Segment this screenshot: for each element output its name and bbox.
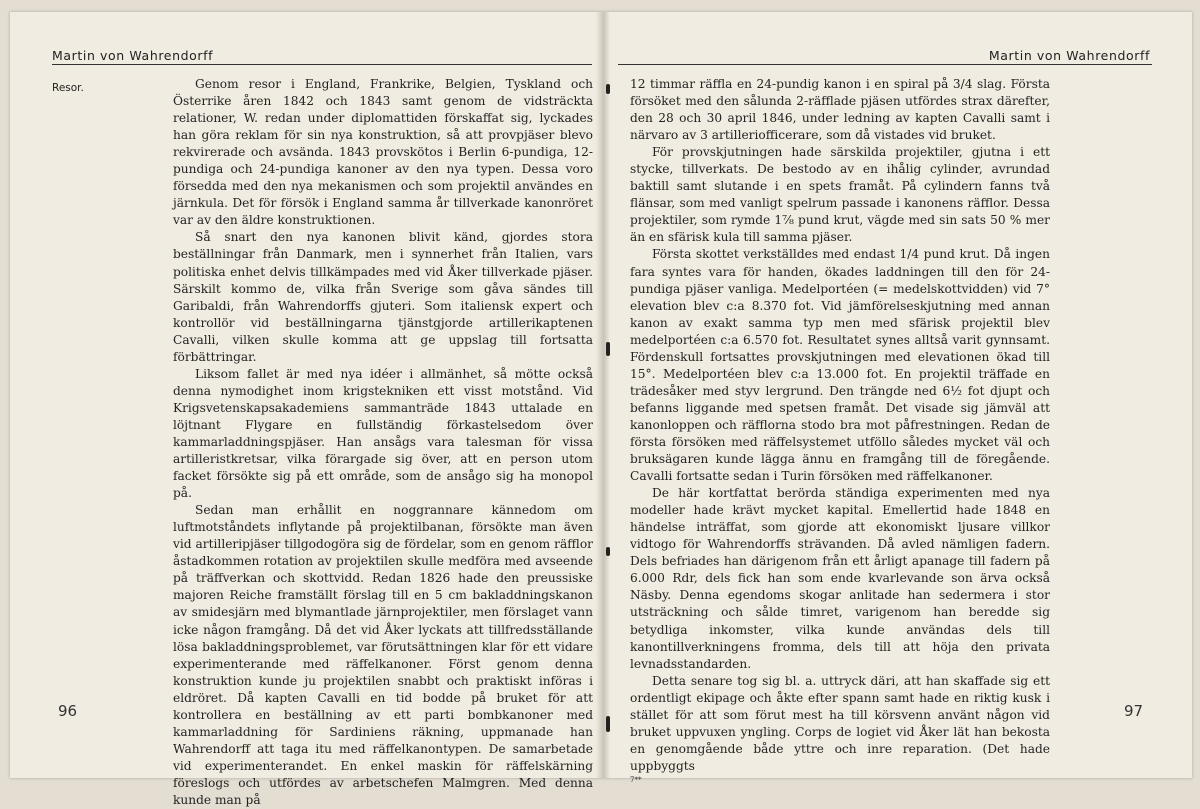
left-page — [10, 12, 604, 807]
running-head: Martin von Wahrendorff — [52, 48, 214, 63]
paragraph: Första skottet verkställdes med endast 1/4 pund krut. Då ingen fara syntes vara för handen, ökades laddningen till den för 24-pundiga pjäser vanliga. Medelportéen (= medelskottvidden) vid 7° elevation blev c:a 8.370 fot. Vid jämförelseskjutning med annan kanon av exakt samma typ men med sfärisk projektil blev medelportéen c:a 6.570 fot. Resultatet synes alltså varit gynnsamt. Fördenskull fortsattes provskjutningen med elevationen ökad till 15°. Medelportéen blev c:a 13.000 fot. En projektil träffade en trädesåker med styv lergrund. Den trängde ned 6½ fot djupt och befanns liggande med spetsen framåt. Det visade sig jämväl att kanonloppen och räfflorna stodo bra mot påfrestningen. Redan de första försöken med räffelsystemet utföllo således mycket väl och bruksägaren kunde lägga ännu en framgång till de föregående. Cavalli fortsatte sedan i Turin försöken med räffelkanoner. — [630, 247, 1050, 484]
body-text — [173, 76, 593, 809]
right-page — [604, 12, 1192, 784]
body-text — [630, 76, 1050, 785]
page-number: 96 — [58, 702, 78, 720]
paragraph: Detta senare tog sig bl. a. uttryck däri, att han skaffade sig ett ordentligt ekipage och åkte efter spann samt hade en riktig kusk i stället för att som förut mest ha till körsvenn använt någon vid bruket uppvuxen yngling. Corps de logiet vid Åker lät han bekosta en genomgående både yttre och inre reparation. (Det hade uppbyggts — [630, 673, 1050, 773]
paragraph: Genom resor i England, Frankrike, Belgien, Tyskland och Österrike åren 1842 och 1843 samt genom de vidsträckta relationer, W. redan under diplomattiden förskaffat sig, lyckades han göra reklam för sin nya konstruktion, så att provpjäser blevo rekvirerade och avsända. 1843 provskötos i Berlin 6-pundiga, 12-pundiga och 24-pundiga kanoner av den nya typen. Dessa voro försedda med den nya mekanismen och som projektil användes en järnkula. Det för försök i England samma år tillverkade kanonröret var av den äldre konstruktionen. — [173, 77, 593, 228]
binding-mark — [606, 84, 610, 94]
book-spread — [10, 12, 1192, 807]
signature-mark: 7** — [630, 775, 642, 784]
margin-note: Resor. — [52, 82, 84, 94]
page-number: 97 — [1124, 702, 1144, 720]
running-head: Martin von Wahrendorff — [988, 48, 1150, 63]
paragraph: För provskjutningen hade särskilda projektiler, gjutna i ett stycke, tillverkats. De bestodo av en ihålig cylinder, avrundad baktill samt slutande i en spets framåt. På cylindern fanns två flänsar, som med vanligt spelrum passade i kanonens räfflor. Dessa projektiler, som rymde 1⅞ pund krut, vägde med sin sats 50 % mer än en sfärisk kula till samma pjäser. — [630, 145, 1050, 245]
binding-mark — [606, 547, 610, 556]
binding-mark — [606, 342, 610, 356]
paragraph: De här kortfattat berörda ständiga experimenten med nya modeller hade krävt mycket kapital. Emellertid hade 1848 en händelse inträffat, som gjorde att ekonomiskt ljusare villkor vidtogo för Wahrendorffs strävanden. Då avled nämligen fadern. Dels befriades han därigenom från ett årligt apanage till fadern på 6.000 Rdr, dels fick han som ende kvarlevande son ärva också Näsby. Denna egendoms skogar anlitade han sedermera i stor utsträckning och sålde timret, varigenom han beredde sig betydliga inkomster, vilka kunde användas dels till kanontillverkningens fromma, dels till att höja den privata levnadsstandarden. — [630, 486, 1050, 671]
paragraph: Sedan man erhållit en noggrannare kännedom om luftmotståndets inflytande på projektilbanan, försökte man även vid artilleripjäser tillgodogöra sig de fördelar, som en genom räfflor åstadkommen rotation av projektilen skulle medföra med avseende på träffverkan och skottvidd. Redan 1826 hade den preussiske majoren Reiche framställt förslag till en 5 cm bakladdningskanon av smidesjärn med blymantlade järnprojektiler, men förslaget vann icke någon framgång. Då det vid Åker lyckats att tillfredsställande lösa bakladdningsproblemet, var förutsättningen klar för ett vidare experimenterande med räffelkanoner. Först genom denna konstruktion kunde ju projektilen snabbt och praktiskt införas i eldröret. Då kapten Cavalli en tid bodde på bruket för att kontrollera en beställning av ett parti bombkanoner med kammarladdning för Sardiniens räkning, uppmanade han Wahrendorff att taga itu med räffelkanontypen. De samarbetade vid experimenterandet. En enkel maskin för räffelskärning föreslogs och utfördes av arbetschefen Malmgren. Med denna kunde man på — [173, 503, 593, 807]
paragraph: Liksom fallet är med nya idéer i allmänhet, så mötte också denna nymodighet inom krigstekniken ett visst motstånd. Vid Krigsvetenskapsakademiens sammanträde 1843 uttalade en löjtnant Flygare en fullständig förkastelsedom över kammarladdningspjäser. Han ansågs vara talesman för vissa artilleristkretsar, vilka förargade sig över, att en person utom facket försökte sig på ett område, som de ansågo sig ha monopol på. — [173, 366, 593, 501]
header-rule — [52, 64, 592, 65]
paragraph: 12 timmar räffla en 24-pundig kanon i en spiral på 3/4 slag. Första försöket med den sålunda 2-räfflade pjäsen utfördes strax därefter, den 28 och 30 april 1846, under ledning av kapten Cavalli samt i närvaro av 3 artilleriofficerare, som då vistades vid bruket. — [630, 77, 1050, 143]
header-rule — [618, 64, 1152, 65]
paragraph: Så snart den nya kanonen blivit känd, gjordes stora beställningar från Danmark, men i synnerhet från Italien, vars politiska enhet delvis tillkämpades med vid Åker tillverkade pjäser. Särskilt kommo de, vilka från Sverige som gåva sändes till Garibaldi, från Wahrendorffs gjuteri. Som italiensk expert och kontrollör vid beställningarna tjänstgjorde artillerikaptenen Cavalli, vilken skulle komma att ge uppslag till fortsatta förbättringar. — [173, 230, 593, 364]
binding-mark — [606, 716, 610, 732]
